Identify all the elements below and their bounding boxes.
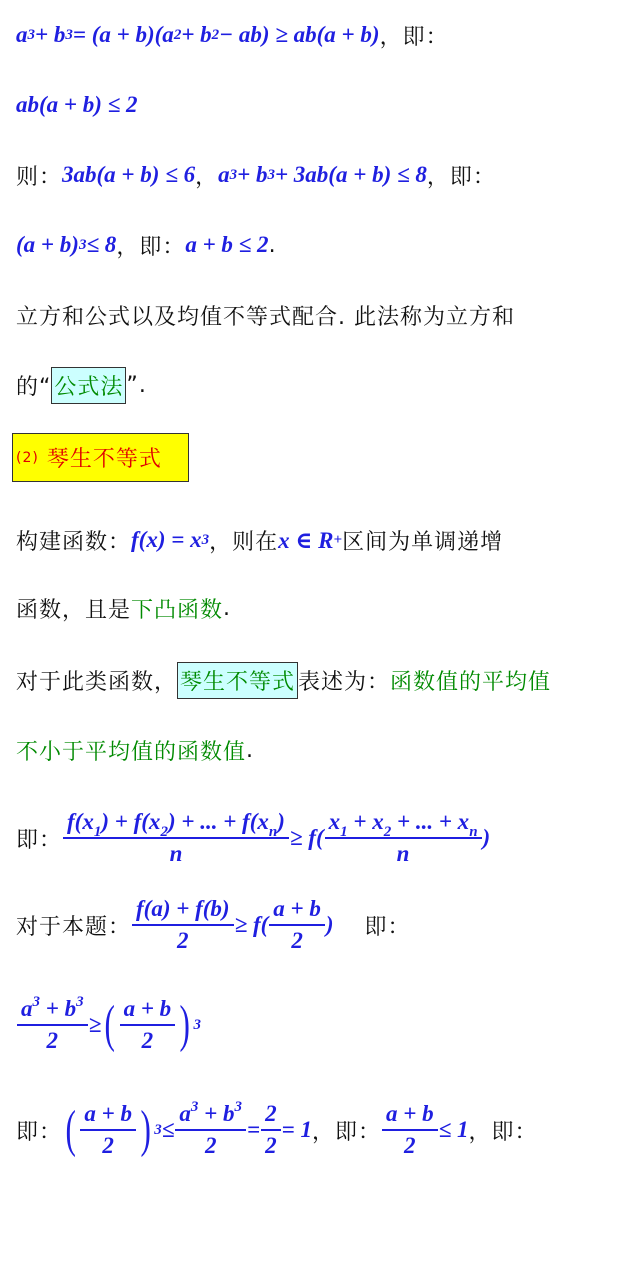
- plain-text: .: [223, 595, 232, 621]
- math-text: + b: [181, 22, 212, 47]
- text-line: [16, 518, 632, 562]
- math-text: (a + b): [16, 232, 79, 257]
- fraction: [263, 1101, 279, 1159]
- numerator: [82, 1101, 134, 1129]
- math-expression: (a + b) 3 ≤ 8: [16, 232, 117, 257]
- boxed-term: 公式法: [51, 367, 126, 404]
- plain-text: .: [246, 737, 255, 763]
- math-text: ≤ 1: [438, 1117, 469, 1142]
- math-text: a + b: [123, 996, 172, 1021]
- math-text: f(a) + f(b): [136, 896, 230, 921]
- denominator: [63, 837, 289, 867]
- numerator: [65, 809, 287, 840]
- text-line: [16, 293, 632, 337]
- superscript: 3: [76, 994, 84, 1010]
- plain-text: 构建函数：: [16, 529, 132, 555]
- fraction: [384, 1101, 436, 1159]
- math-text: 2: [404, 1133, 416, 1158]
- math-text: + b: [237, 162, 268, 187]
- subscript: 1: [93, 824, 102, 840]
- text-line: [16, 153, 632, 197]
- plain-text: 立方和公式以及均值不等式配合. 此法称为立方和: [16, 304, 515, 330]
- math-text: = (a + b)(a: [72, 22, 174, 47]
- math-text: 2: [204, 1133, 217, 1158]
- subscript: 2: [383, 824, 392, 840]
- plain-text: ，即：: [379, 24, 449, 50]
- text-line: [16, 658, 632, 702]
- numerator: [177, 1101, 244, 1129]
- math-text: + b: [40, 996, 77, 1021]
- subscript: 2: [160, 824, 168, 840]
- text-line: [16, 896, 632, 953]
- math-text: 2: [102, 1133, 114, 1158]
- large-parenthesis: ): [179, 996, 191, 1053]
- plain-text: ，即：: [311, 1119, 381, 1145]
- plain-text: 即：: [333, 914, 411, 940]
- math-expression: [381, 1101, 468, 1159]
- text-line: [16, 728, 632, 772]
- math-text: a + b: [84, 1101, 132, 1126]
- math-text: 3ab(a + b) ≤ 6: [62, 162, 196, 187]
- plain-text: 的“: [16, 374, 52, 400]
- math-expression: ( $\frac{a + b}{2}$ ) 3 ≤ $\frac{a^3 + b^3}{2}$ = $\frac{2}{2}$ = 1: [65, 1099, 312, 1158]
- math-expression: f(x) = x 3: [131, 527, 210, 552]
- math-expression: a 3 + b 3 = (a + b)(a 2 + b 2 − ab) ≥ ab(a + b): [16, 22, 380, 47]
- numerator: [384, 1101, 436, 1129]
- superscript: 3: [190, 1099, 199, 1115]
- math-text: a + b: [273, 896, 321, 921]
- text-line: [16, 586, 632, 630]
- plain-text: 区间为单调递增: [342, 529, 504, 555]
- denominator: [17, 1024, 88, 1054]
- math-expression: [62, 162, 195, 188]
- plain-text: ，即：: [426, 164, 496, 190]
- math-text: ): [482, 825, 491, 850]
- math-text: + x: [347, 809, 384, 834]
- numerator: [271, 896, 323, 924]
- math-text: =: [247, 1117, 261, 1142]
- subscript: 1: [340, 824, 348, 840]
- numerator: [19, 996, 86, 1024]
- math-text: a: [218, 162, 230, 187]
- plain-text: 表述为：: [298, 669, 391, 695]
- plain-text: ，即：: [468, 1119, 538, 1145]
- numerator: [327, 809, 480, 840]
- math-expression: [131, 896, 334, 954]
- text-line: [16, 994, 632, 1053]
- math-text: ≤ 8: [86, 232, 117, 257]
- text-line: [16, 809, 632, 866]
- plain-text: ，: [195, 164, 219, 190]
- text-line: [16, 13, 632, 57]
- numerator: [134, 896, 232, 924]
- fraction: [271, 896, 323, 954]
- boxed-term: 琴生不等式: [177, 662, 298, 699]
- math-text: ≥ f(: [289, 825, 324, 850]
- fraction: [82, 1101, 134, 1159]
- denominator: [325, 837, 482, 867]
- subscript: n: [469, 824, 478, 840]
- fraction: [65, 809, 287, 867]
- math-text: n: [396, 841, 410, 866]
- large-parenthesis: ): [140, 1101, 151, 1158]
- highlighted-text: 下凸函数: [131, 597, 224, 623]
- math-text: n: [169, 841, 183, 866]
- denominator: [175, 1129, 246, 1159]
- math-expression: [62, 809, 490, 867]
- math-text: x: [328, 809, 341, 834]
- math-text: + 3ab(a + b) ≤ 8: [274, 162, 427, 187]
- math-text: a: [16, 22, 28, 47]
- math-text: ≥: [88, 1012, 102, 1037]
- denominator: [120, 1024, 176, 1054]
- math-text: 2: [177, 928, 189, 953]
- plain-text: 即：: [16, 827, 63, 853]
- plain-text: 函数，且是: [16, 597, 132, 623]
- fraction: [327, 809, 480, 867]
- math-text: + b: [35, 22, 66, 47]
- denominator: [132, 924, 234, 954]
- math-text: + b: [198, 1101, 235, 1126]
- math-text: a + b: [386, 1101, 434, 1126]
- math-text: ) + ... + f(x: [167, 809, 269, 834]
- math-text: a: [21, 996, 33, 1021]
- math-text: ) + f(x: [101, 809, 161, 834]
- fraction: [177, 1101, 244, 1159]
- math-text: x ∈ R: [278, 527, 334, 553]
- fraction: [19, 996, 86, 1054]
- math-text: 2: [141, 1028, 154, 1053]
- math-text: 2: [291, 928, 303, 953]
- plain-text: 对于此类函数，: [16, 669, 178, 695]
- denominator: [382, 1129, 438, 1159]
- math-expression: a 3 + b 3 + 3ab(a + b) ≤ 8: [218, 162, 427, 187]
- denominator: [261, 1129, 281, 1159]
- denominator: [80, 1129, 136, 1159]
- section-number: (2): [16, 449, 39, 466]
- math-text: 2: [265, 1133, 277, 1158]
- denominator: [269, 924, 325, 954]
- math-text: f(x) = x: [131, 527, 202, 552]
- math-text: ab(a + b) ≤ 2: [16, 92, 138, 117]
- math-text: + ... + x: [391, 809, 470, 834]
- plain-text: ”.: [126, 372, 147, 398]
- math-text: ≥ f(: [234, 912, 269, 937]
- math-expression: [16, 92, 138, 118]
- math-expression: $\frac{a^3 + b^3}{2}$ ≥ ( $\frac{a + b}{2}$ ) 3: [16, 996, 201, 1054]
- text-line: [16, 83, 632, 127]
- math-expression: [185, 232, 268, 258]
- plain-text: 即：: [16, 1119, 63, 1145]
- fraction: [122, 996, 174, 1054]
- math-text: f(x: [67, 809, 94, 834]
- math-text: ): [277, 809, 285, 834]
- math-text: a: [179, 1101, 191, 1126]
- text-line: [16, 223, 632, 267]
- numerator: [263, 1101, 279, 1129]
- math-expression: x ∈ R +: [278, 527, 343, 553]
- math-text: = 1: [281, 1117, 312, 1142]
- highlighted-text: 函数值的平均值: [390, 669, 552, 695]
- subscript: n: [268, 824, 278, 840]
- highlighted-text: 不小于平均值的函数值: [16, 739, 247, 765]
- numerator: [122, 996, 174, 1024]
- math-text: ≤: [161, 1117, 175, 1142]
- text-line: [16, 363, 632, 407]
- plain-text: ，则在: [209, 529, 279, 555]
- plain-text: ，即：: [116, 234, 186, 260]
- math-text: 2: [265, 1101, 277, 1126]
- section-title: 琴生不等式: [46, 447, 162, 472]
- large-parenthesis: (: [65, 1101, 76, 1158]
- text-line: [16, 1099, 632, 1158]
- plain-text: 对于本题：: [16, 914, 132, 940]
- math-text: ): [325, 912, 334, 937]
- fraction: [134, 896, 232, 954]
- section-heading: [12, 433, 189, 482]
- plain-text: 则：: [16, 164, 63, 190]
- superscript: 3: [32, 994, 40, 1010]
- large-parenthesis: (: [104, 996, 116, 1053]
- plain-text: .: [268, 232, 277, 258]
- math-text: − ab) ≥ ab(a + b): [219, 22, 380, 47]
- math-text: 2: [46, 1028, 59, 1053]
- superscript: 3: [234, 1099, 243, 1115]
- math-text: a + b ≤ 2: [185, 232, 269, 257]
